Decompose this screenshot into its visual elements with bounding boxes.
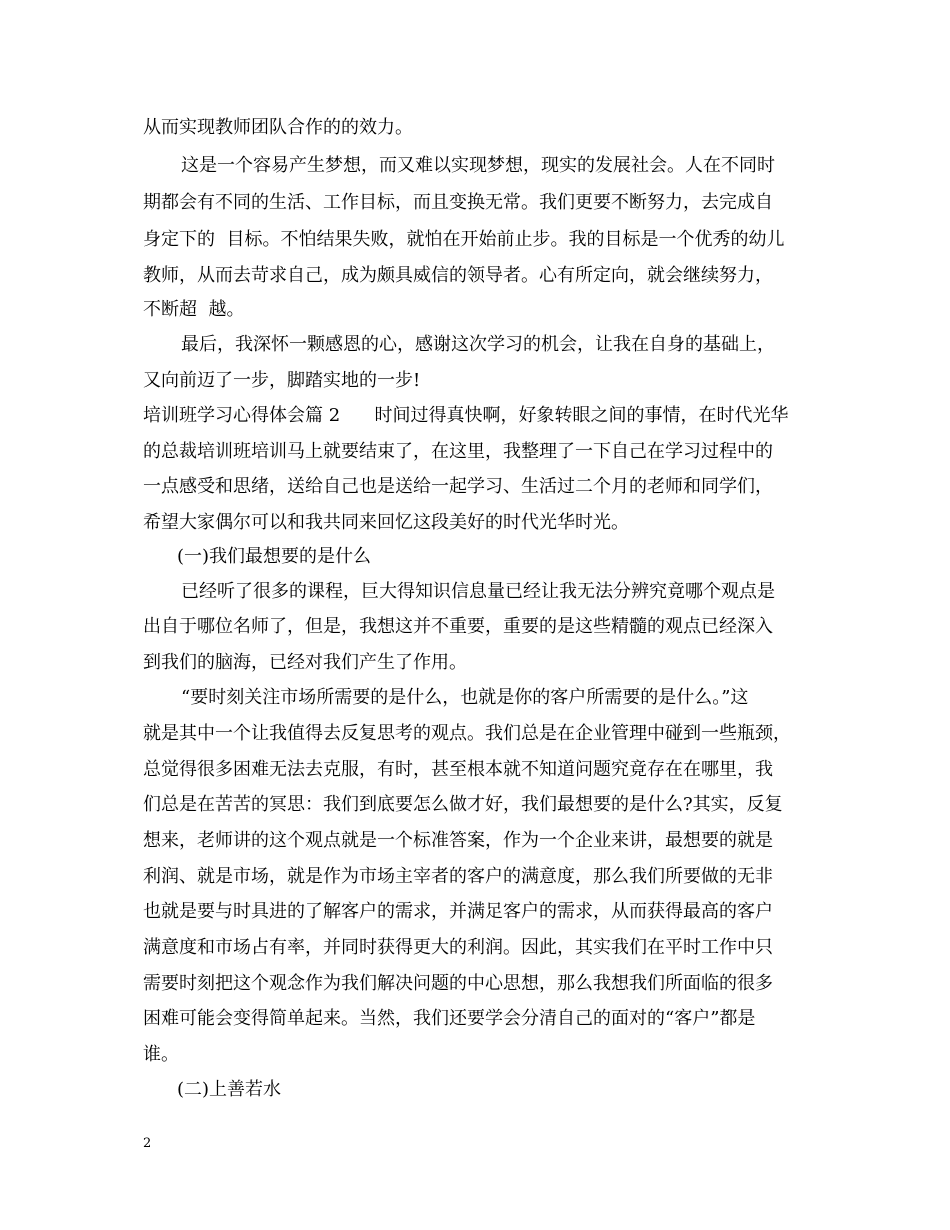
text-line: 困难可能会变得简单起来。当然，我们还要学会分清自己的面对的“客户”都是 xyxy=(143,1008,756,1029)
text-line: 期都会有不同的生活、工作目标，而且变换无常。我们更要不断努力，去完成自 xyxy=(143,192,773,213)
subheading-2: (二)上善若水 xyxy=(177,1079,282,1100)
text-line: 出自于哪位名师了，但是，我想这并不重要，重要的是这些精髓的观点已经深入 xyxy=(143,616,773,637)
text-line: 需要时刻把这个观念作为我们解决问题的中心思想，那么我想我们所面临的很多 xyxy=(143,973,773,994)
text-line: 不断超 越。 xyxy=(143,299,245,320)
text-line: 从而实现教师团队合作的的效力。 xyxy=(143,117,413,138)
paragraph-start-line: 这是一个容易产生梦想，而又难以实现梦想，现实的发展社会。人在不同时 xyxy=(181,155,775,176)
paragraph-start-line: “要时刻关注市场所需要的是什么，也就是你的客户所需要的是什么。”这 xyxy=(181,687,749,708)
text-line: 总觉得很多困难无法去克服，有时，甚至根本就不知道问题究竟存在在哪里，我 xyxy=(143,759,773,780)
paragraph-start-line: 最后，我深怀一颗感恩的心，感谢这次学习的机会，让我在自身的基础上， xyxy=(181,334,775,355)
subheading-1: (一)我们最想要的是什么 xyxy=(177,546,372,567)
text-line: 们总是在苦苦的冥思：我们到底要怎么做才好，我们最想要的是什么?其实，反复 xyxy=(143,794,783,815)
text-line: 身定下的 目标。不怕结果失败，就怕在开始前止步。我的目标是一个优秀的幼儿 xyxy=(143,229,785,250)
text-line: 利润、就是市场，就是作为市场主宰者的客户的满意度，那么我们所要做的无非 xyxy=(143,866,773,887)
text-line: 就是其中一个让我值得去反复思考的观点。我们总是在企业管理中碰到一些瓶颈， xyxy=(143,723,791,744)
text-line: 教师，从而去苛求自己，成为颇具威信的领导者。心有所定向，就会继续努力， xyxy=(143,265,773,286)
text-line: 满意度和市场占有率，并同时获得更大的利润。因此，其实我们在平时工作中只 xyxy=(143,937,773,958)
text-line: 的总裁培训班培训马上就要结束了，在这里，我整理了一下自己在学习过程中的 xyxy=(143,441,773,462)
page-number: 2 xyxy=(143,1136,152,1151)
text-line: 又向前迈了一步，脚踏实地的一步! xyxy=(143,370,421,391)
section-title-line: 培训班学习心得体会篇 2 时间过得真快啊，好象转眼之间的事情，在时代光华 xyxy=(143,405,789,426)
text-line: 一点感受和思绪，送给自己也是送给一起学习、生活过二个月的老师和同学们， xyxy=(143,476,773,497)
text-line: 谁。 xyxy=(143,1044,179,1065)
text-line: 希望大家偶尔可以和我共同来回忆这段美好的时代光华时光。 xyxy=(143,512,629,533)
text-line: 也就是要与时具进的了解客户的需求，并满足客户的需求，从而获得最高的客户 xyxy=(143,901,773,922)
paragraph-start-line: 已经听了很多的课程，巨大得知识信息量已经让我无法分辨究竟哪个观点是 xyxy=(181,581,775,602)
text-line: 到我们的脑海，已经对我们产生了作用。 xyxy=(143,652,467,673)
text-line: 想来，老师讲的这个观点就是一个标准答案，作为一个企业来讲，最想要的就是 xyxy=(143,830,773,851)
